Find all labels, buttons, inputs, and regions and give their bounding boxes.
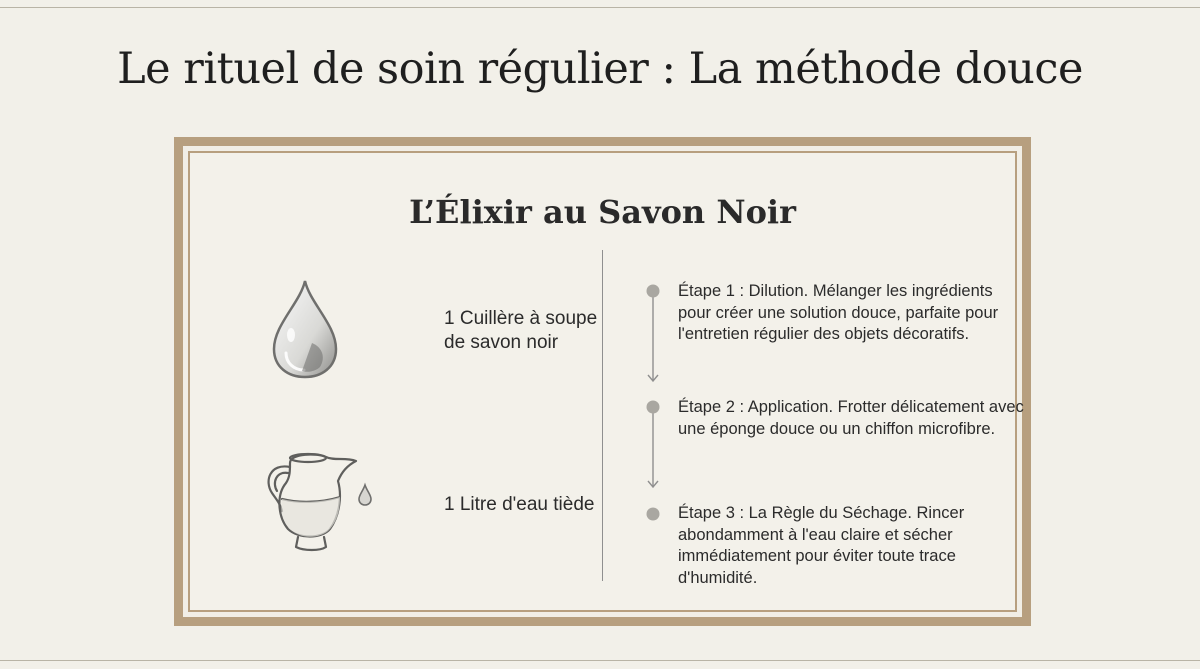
step-3-text: Étape 3 : La Règle du Séchage. Rincer abondamment à l'eau claire et sécher immédiatement pour éviter toute trace d'humidité. — [678, 504, 965, 587]
step-2-marker — [647, 401, 660, 414]
water-drop-icon — [260, 273, 350, 383]
ingredient-soap-line1: 1 Cuillère à soupe — [444, 308, 598, 329]
step-3-marker — [647, 508, 660, 521]
ingredient-water — [260, 433, 620, 563]
steps-timeline — [640, 273, 1040, 587]
step-2-text: Étape 2 : Application. Frotter délicatement avec une éponge douce ou un chiffon microfibre. — [678, 398, 1024, 438]
water-pitcher-icon — [260, 433, 380, 563]
page-title: Le rituel de soin régulier : La méthode douce — [117, 44, 1083, 94]
bottom-rule — [0, 660, 1200, 661]
top-rule — [0, 7, 1200, 8]
ingredient-soap-line2: de savon noir — [444, 332, 559, 353]
recipe-card — [174, 137, 1031, 626]
step-1-marker — [647, 285, 660, 298]
timeline-track — [640, 273, 680, 583]
card-title: L’Élixir au Savon Noir — [409, 193, 796, 231]
step-1-text: Étape 1 : Dilution. Mélanger les ingrédients pour créer une solution douce, parfaite pour l'entretien régulier des objets décoratifs. — [678, 282, 999, 343]
ingredient-water-line1: 1 Litre d'eau tiède — [444, 494, 595, 515]
column-divider — [602, 250, 603, 581]
ingredient-soap — [260, 273, 620, 403]
